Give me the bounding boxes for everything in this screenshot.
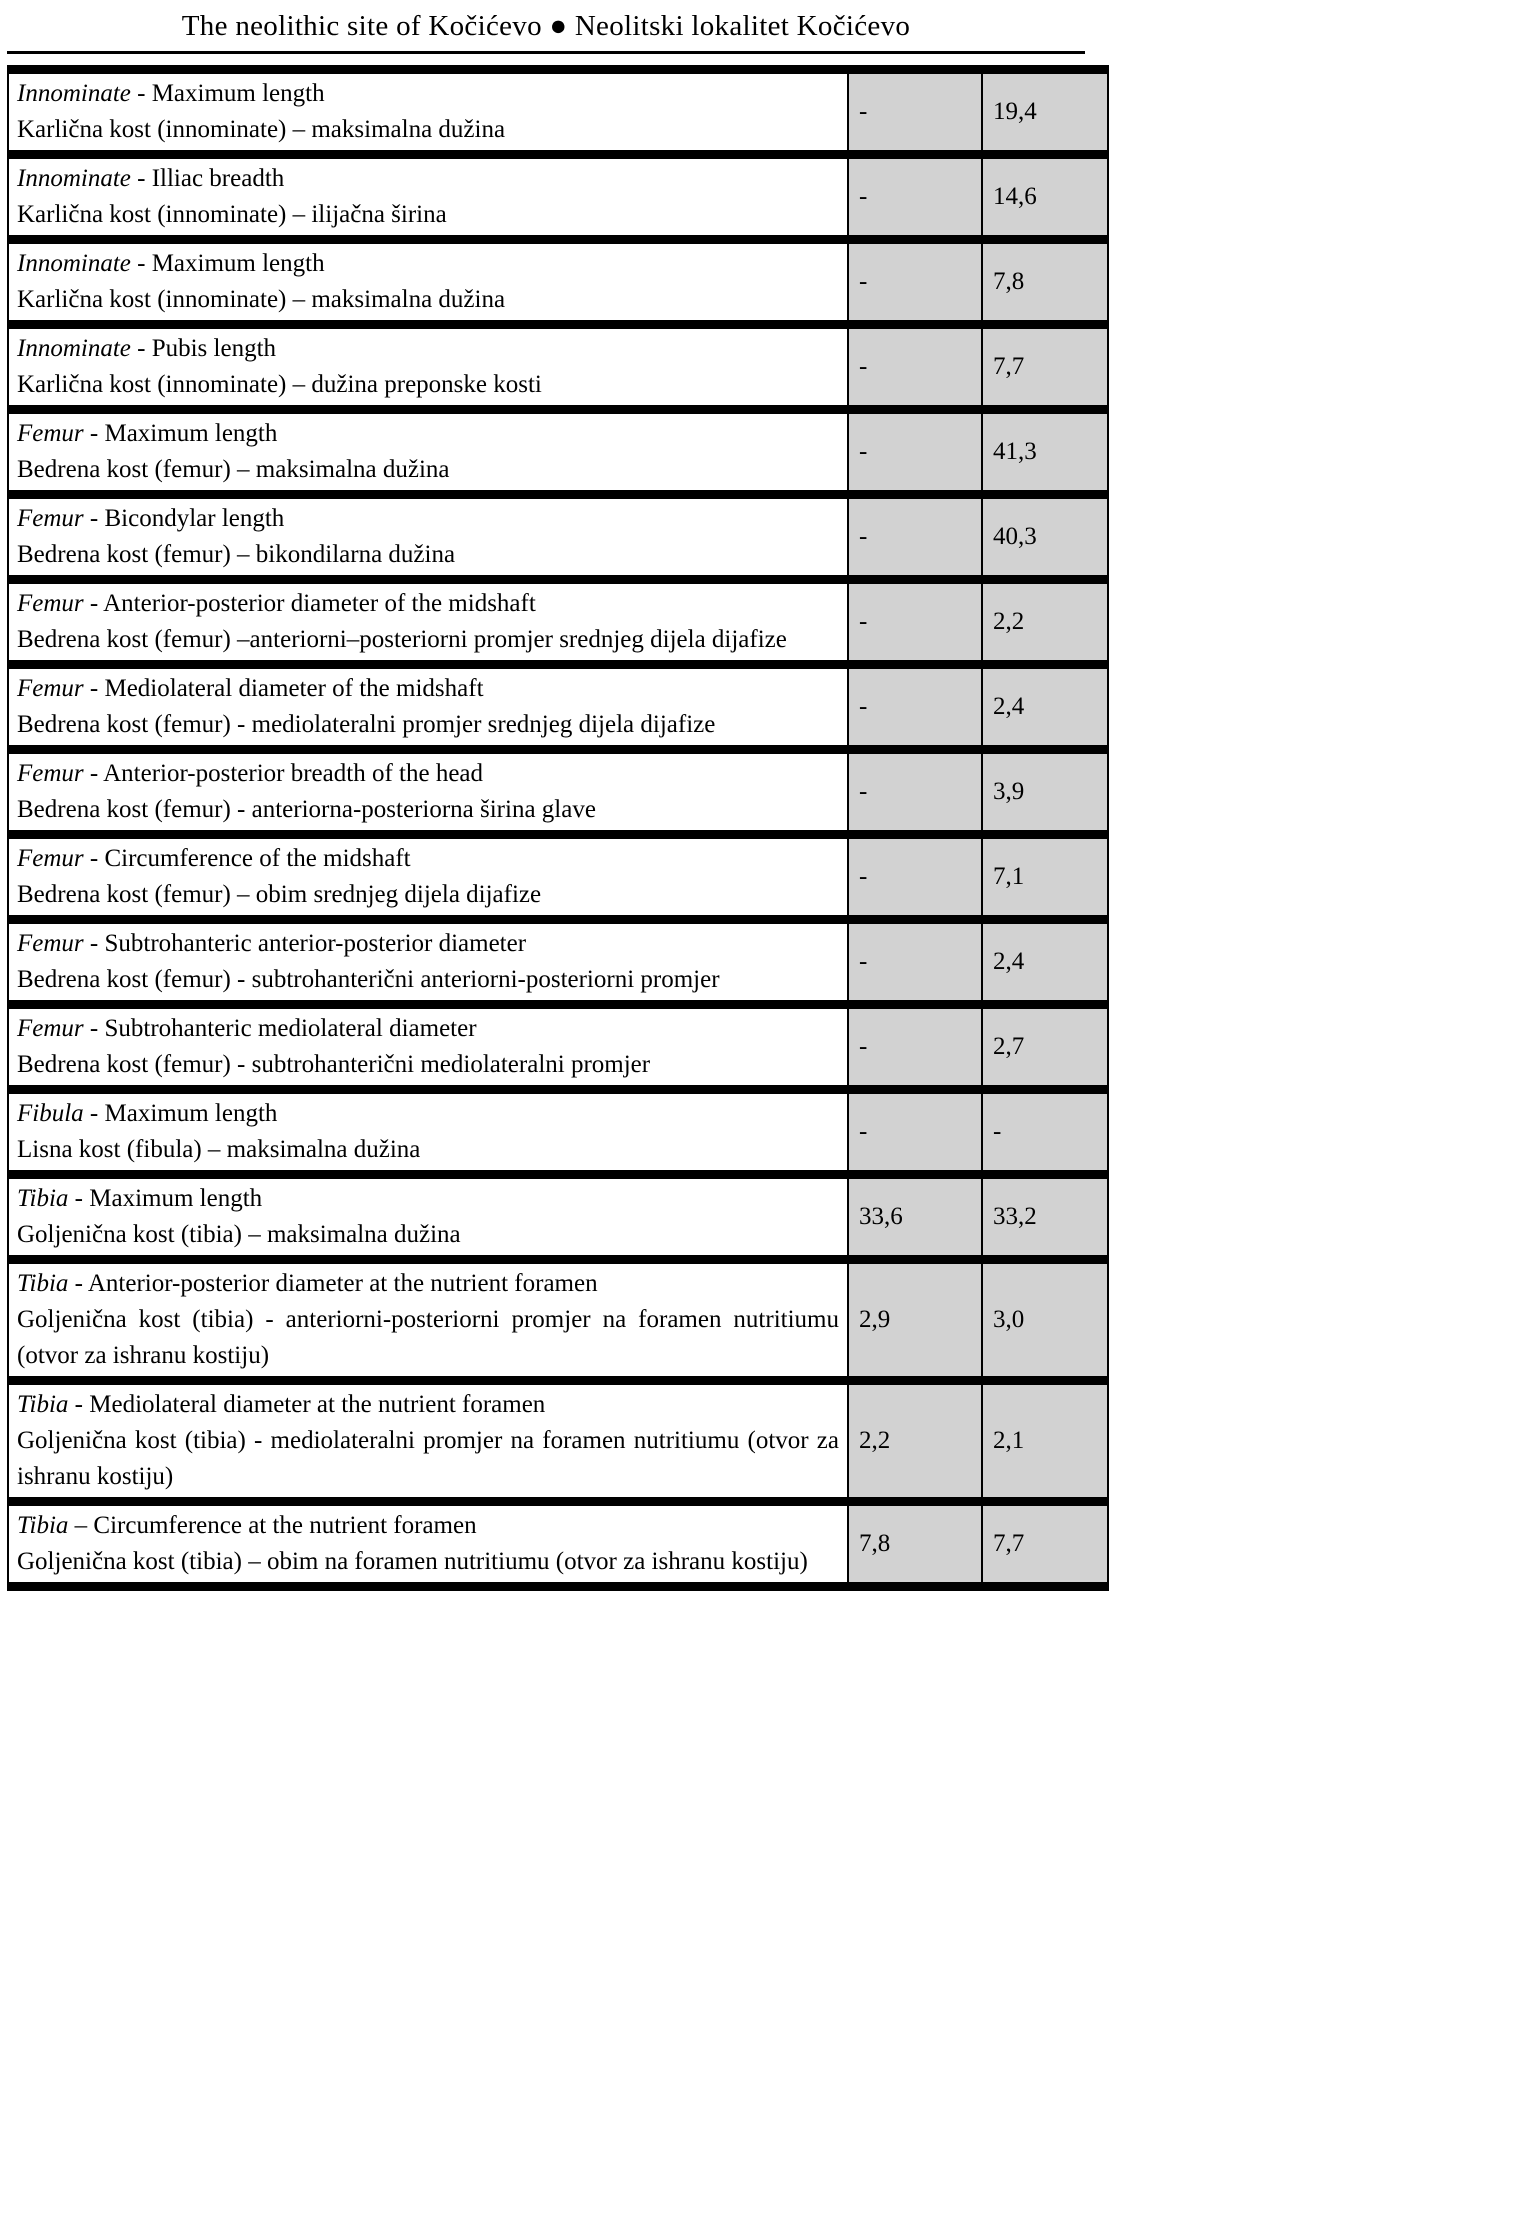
measurement-label-cell	[8, 580, 848, 665]
table-row	[8, 580, 1108, 665]
table-row	[8, 1502, 1108, 1587]
measure-name: - Pubis length	[130, 335, 277, 362]
value-col1: -	[848, 1005, 982, 1090]
value-col2: -	[982, 1090, 1108, 1175]
measure-name: – Circumference at the nutrient foramen	[68, 1512, 477, 1539]
measurement-name-english	[17, 1266, 839, 1302]
measurement-name-local: Karlična kost (innominate) – maksimalna dužina	[17, 116, 506, 143]
measurement-name-local: Bedrena kost (femur) - subtrohanterični mediolateralni promjer	[17, 1051, 651, 1078]
bone-name: Femur	[17, 760, 84, 787]
bone-name: Tibia	[17, 1270, 69, 1297]
measure-name: - Subtrohanteric anterior-posterior diameter	[83, 930, 527, 957]
measurement-label-cell	[8, 155, 848, 240]
measurement-label-cell	[8, 750, 848, 835]
table-row	[8, 325, 1108, 410]
title-rule	[7, 51, 1085, 54]
measurement-name-local: Bedrena kost (femur) - anteriorna-posteriorna širina glave	[17, 796, 596, 823]
bone-name: Innominate	[17, 80, 131, 107]
bone-name: Innominate	[17, 335, 131, 362]
measurement-name-english	[17, 756, 839, 792]
bone-name: Femur	[17, 420, 84, 447]
page-title: The neolithic site of Kočićevo ● Neolitski lokalitet Kočićevo	[181, 10, 911, 42]
measure-name: - Mediolateral diameter at the nutrient foramen	[68, 1391, 546, 1418]
measurement-label-cell	[8, 1502, 848, 1587]
value-col1: 2,9	[848, 1260, 982, 1381]
measure-name: - Maximum length	[83, 1100, 278, 1127]
value-col1: -	[848, 750, 982, 835]
value-col2: 14,6	[982, 155, 1108, 240]
measurement-name-english	[17, 1096, 839, 1132]
bone-name: Femur	[17, 505, 84, 532]
measurement-name-local: Goljenična kost (tibia) - mediolateralni promjer na foramen nutritiumu (otvor za ishranu kostiju)	[17, 1427, 839, 1490]
value-col2: 7,7	[982, 325, 1108, 410]
value-col1: -	[848, 495, 982, 580]
measurement-name-english	[17, 1181, 839, 1217]
bone-name: Femur	[17, 1015, 84, 1042]
bone-name: Tibia	[17, 1391, 69, 1418]
value-col1: 2,2	[848, 1381, 982, 1502]
measure-name: - Anterior-posterior diameter at the nutrient foramen	[68, 1270, 598, 1297]
value-col2: 2,4	[982, 665, 1108, 750]
table-row	[8, 1381, 1108, 1502]
measurement-label-cell	[8, 665, 848, 750]
measure-name: - Circumference of the midshaft	[83, 845, 411, 872]
table-row	[8, 70, 1108, 155]
table-row	[8, 1005, 1108, 1090]
table-body	[8, 70, 1108, 1587]
value-col1: -	[848, 1090, 982, 1175]
measurement-name-local: Goljenična kost (tibia) – obim na foramen nutritiumu (otvor za ishranu kostiju)	[17, 1548, 808, 1575]
measurement-name-local: Lisna kost (fibula) – maksimalna dužina	[17, 1136, 421, 1163]
value-col2: 33,2	[982, 1175, 1108, 1260]
measurement-label-cell	[8, 410, 848, 495]
measurement-name-local: Bedrena kost (femur) – maksimalna dužina	[17, 456, 450, 483]
bone-name: Femur	[17, 930, 84, 957]
measure-name: - Anterior-posterior breadth of the head	[83, 760, 484, 787]
measurement-label-cell	[8, 1090, 848, 1175]
table-row	[8, 665, 1108, 750]
value-col2: 3,0	[982, 1260, 1108, 1381]
measurement-label-cell	[8, 835, 848, 920]
measurement-name-local: Bedrena kost (femur) - mediolateralni promjer srednjeg dijela dijafize	[17, 711, 716, 738]
table-row	[8, 410, 1108, 495]
value-col1: -	[848, 580, 982, 665]
table-row	[8, 1260, 1108, 1381]
measure-name: - Mediolateral diameter of the midshaft	[83, 675, 484, 702]
measurement-name-local: Bedrena kost (femur) - subtrohanterični anteriorni-posteriorni promjer	[17, 966, 720, 993]
measurement-name-local: Bedrena kost (femur) – obim srednjeg dijela dijafize	[17, 881, 542, 908]
value-col2: 19,4	[982, 70, 1108, 155]
bone-name: Tibia	[17, 1512, 69, 1539]
value-col2: 7,1	[982, 835, 1108, 920]
table-row	[8, 1175, 1108, 1260]
bone-measurements-table	[7, 65, 1109, 1591]
value-col2: 3,9	[982, 750, 1108, 835]
measurement-label-cell	[8, 1260, 848, 1381]
measure-name: - Illiac breadth	[130, 165, 285, 192]
measure-name: - Maximum length	[83, 420, 278, 447]
value-col2: 41,3	[982, 410, 1108, 495]
value-col2: 2,1	[982, 1381, 1108, 1502]
value-col1: -	[848, 835, 982, 920]
measurement-name-english	[17, 926, 839, 962]
table-row	[8, 750, 1108, 835]
value-col2: 7,8	[982, 240, 1108, 325]
measure-name: - Maximum length	[68, 1185, 263, 1212]
measurement-label-cell	[8, 920, 848, 1005]
measure-name: - Anterior-posterior diameter of the midshaft	[83, 590, 536, 617]
value-col1: -	[848, 155, 982, 240]
measurement-label-cell	[8, 495, 848, 580]
bone-name: Femur	[17, 845, 84, 872]
table-row	[8, 835, 1108, 920]
value-col2: 2,4	[982, 920, 1108, 1005]
value-col1: -	[848, 665, 982, 750]
measure-name: - Maximum length	[130, 250, 325, 277]
measurement-name-local: Karlična kost (innominate) – dužina preponske kosti	[17, 371, 542, 398]
measurement-name-english	[17, 586, 839, 622]
measurement-name-english	[17, 1387, 839, 1423]
measurement-label-cell	[8, 70, 848, 155]
bone-name: Femur	[17, 590, 84, 617]
measurement-name-local: Karlična kost (innominate) – maksimalna dužina	[17, 286, 506, 313]
measurement-name-local: Goljenična kost (tibia) – maksimalna dužina	[17, 1221, 461, 1248]
measurement-name-english	[17, 246, 839, 282]
measurement-label-cell	[8, 240, 848, 325]
table-row	[8, 1090, 1108, 1175]
measurement-label-cell	[8, 1381, 848, 1502]
measurement-name-local: Goljenična kost (tibia) - anteriorni-posteriorni promjer na foramen nutritiumu (otvor za ishranu kostiju)	[17, 1306, 839, 1369]
measurement-label-cell	[8, 1005, 848, 1090]
measurement-name-english	[17, 501, 839, 537]
value-col1: -	[848, 240, 982, 325]
value-col1: -	[848, 70, 982, 155]
bone-name: Fibula	[17, 1100, 84, 1127]
table-row	[8, 920, 1108, 1005]
measurement-label-cell	[8, 325, 848, 410]
table-row	[8, 155, 1108, 240]
value-col1: 7,8	[848, 1502, 982, 1587]
value-col2: 2,2	[982, 580, 1108, 665]
table-row	[8, 240, 1108, 325]
bone-name: Innominate	[17, 250, 131, 277]
value-col1: -	[848, 920, 982, 1005]
bone-name: Femur	[17, 675, 84, 702]
measurement-name-english	[17, 331, 839, 367]
value-col2: 7,7	[982, 1502, 1108, 1587]
measurement-name-english	[17, 1011, 839, 1047]
measurement-name-english	[17, 161, 839, 197]
measurement-name-local: Karlična kost (innominate) – ilijačna širina	[17, 201, 447, 228]
measure-name: - Bicondylar length	[83, 505, 285, 532]
value-col1: 33,6	[848, 1175, 982, 1260]
table-row	[8, 495, 1108, 580]
value-col1: -	[848, 325, 982, 410]
value-col2: 2,7	[982, 1005, 1108, 1090]
measurement-name-english	[17, 1508, 839, 1544]
measurement-label-cell	[8, 1175, 848, 1260]
bone-name: Innominate	[17, 165, 131, 192]
measurement-name-english	[17, 671, 839, 707]
measurement-name-local: Bedrena kost (femur) –anteriorni–posteriorni promjer srednjeg dijela dijafize	[17, 626, 787, 653]
measurement-name-english	[17, 841, 839, 877]
measurement-name-english	[17, 416, 839, 452]
measure-name: - Maximum length	[130, 80, 325, 107]
measure-name: - Subtrohanteric mediolateral diameter	[83, 1015, 477, 1042]
bone-name: Tibia	[17, 1185, 69, 1212]
value-col2: 40,3	[982, 495, 1108, 580]
measurement-name-local: Bedrena kost (femur) – bikondilarna dužina	[17, 541, 456, 568]
value-col1: -	[848, 410, 982, 495]
measurement-name-english	[17, 76, 839, 112]
